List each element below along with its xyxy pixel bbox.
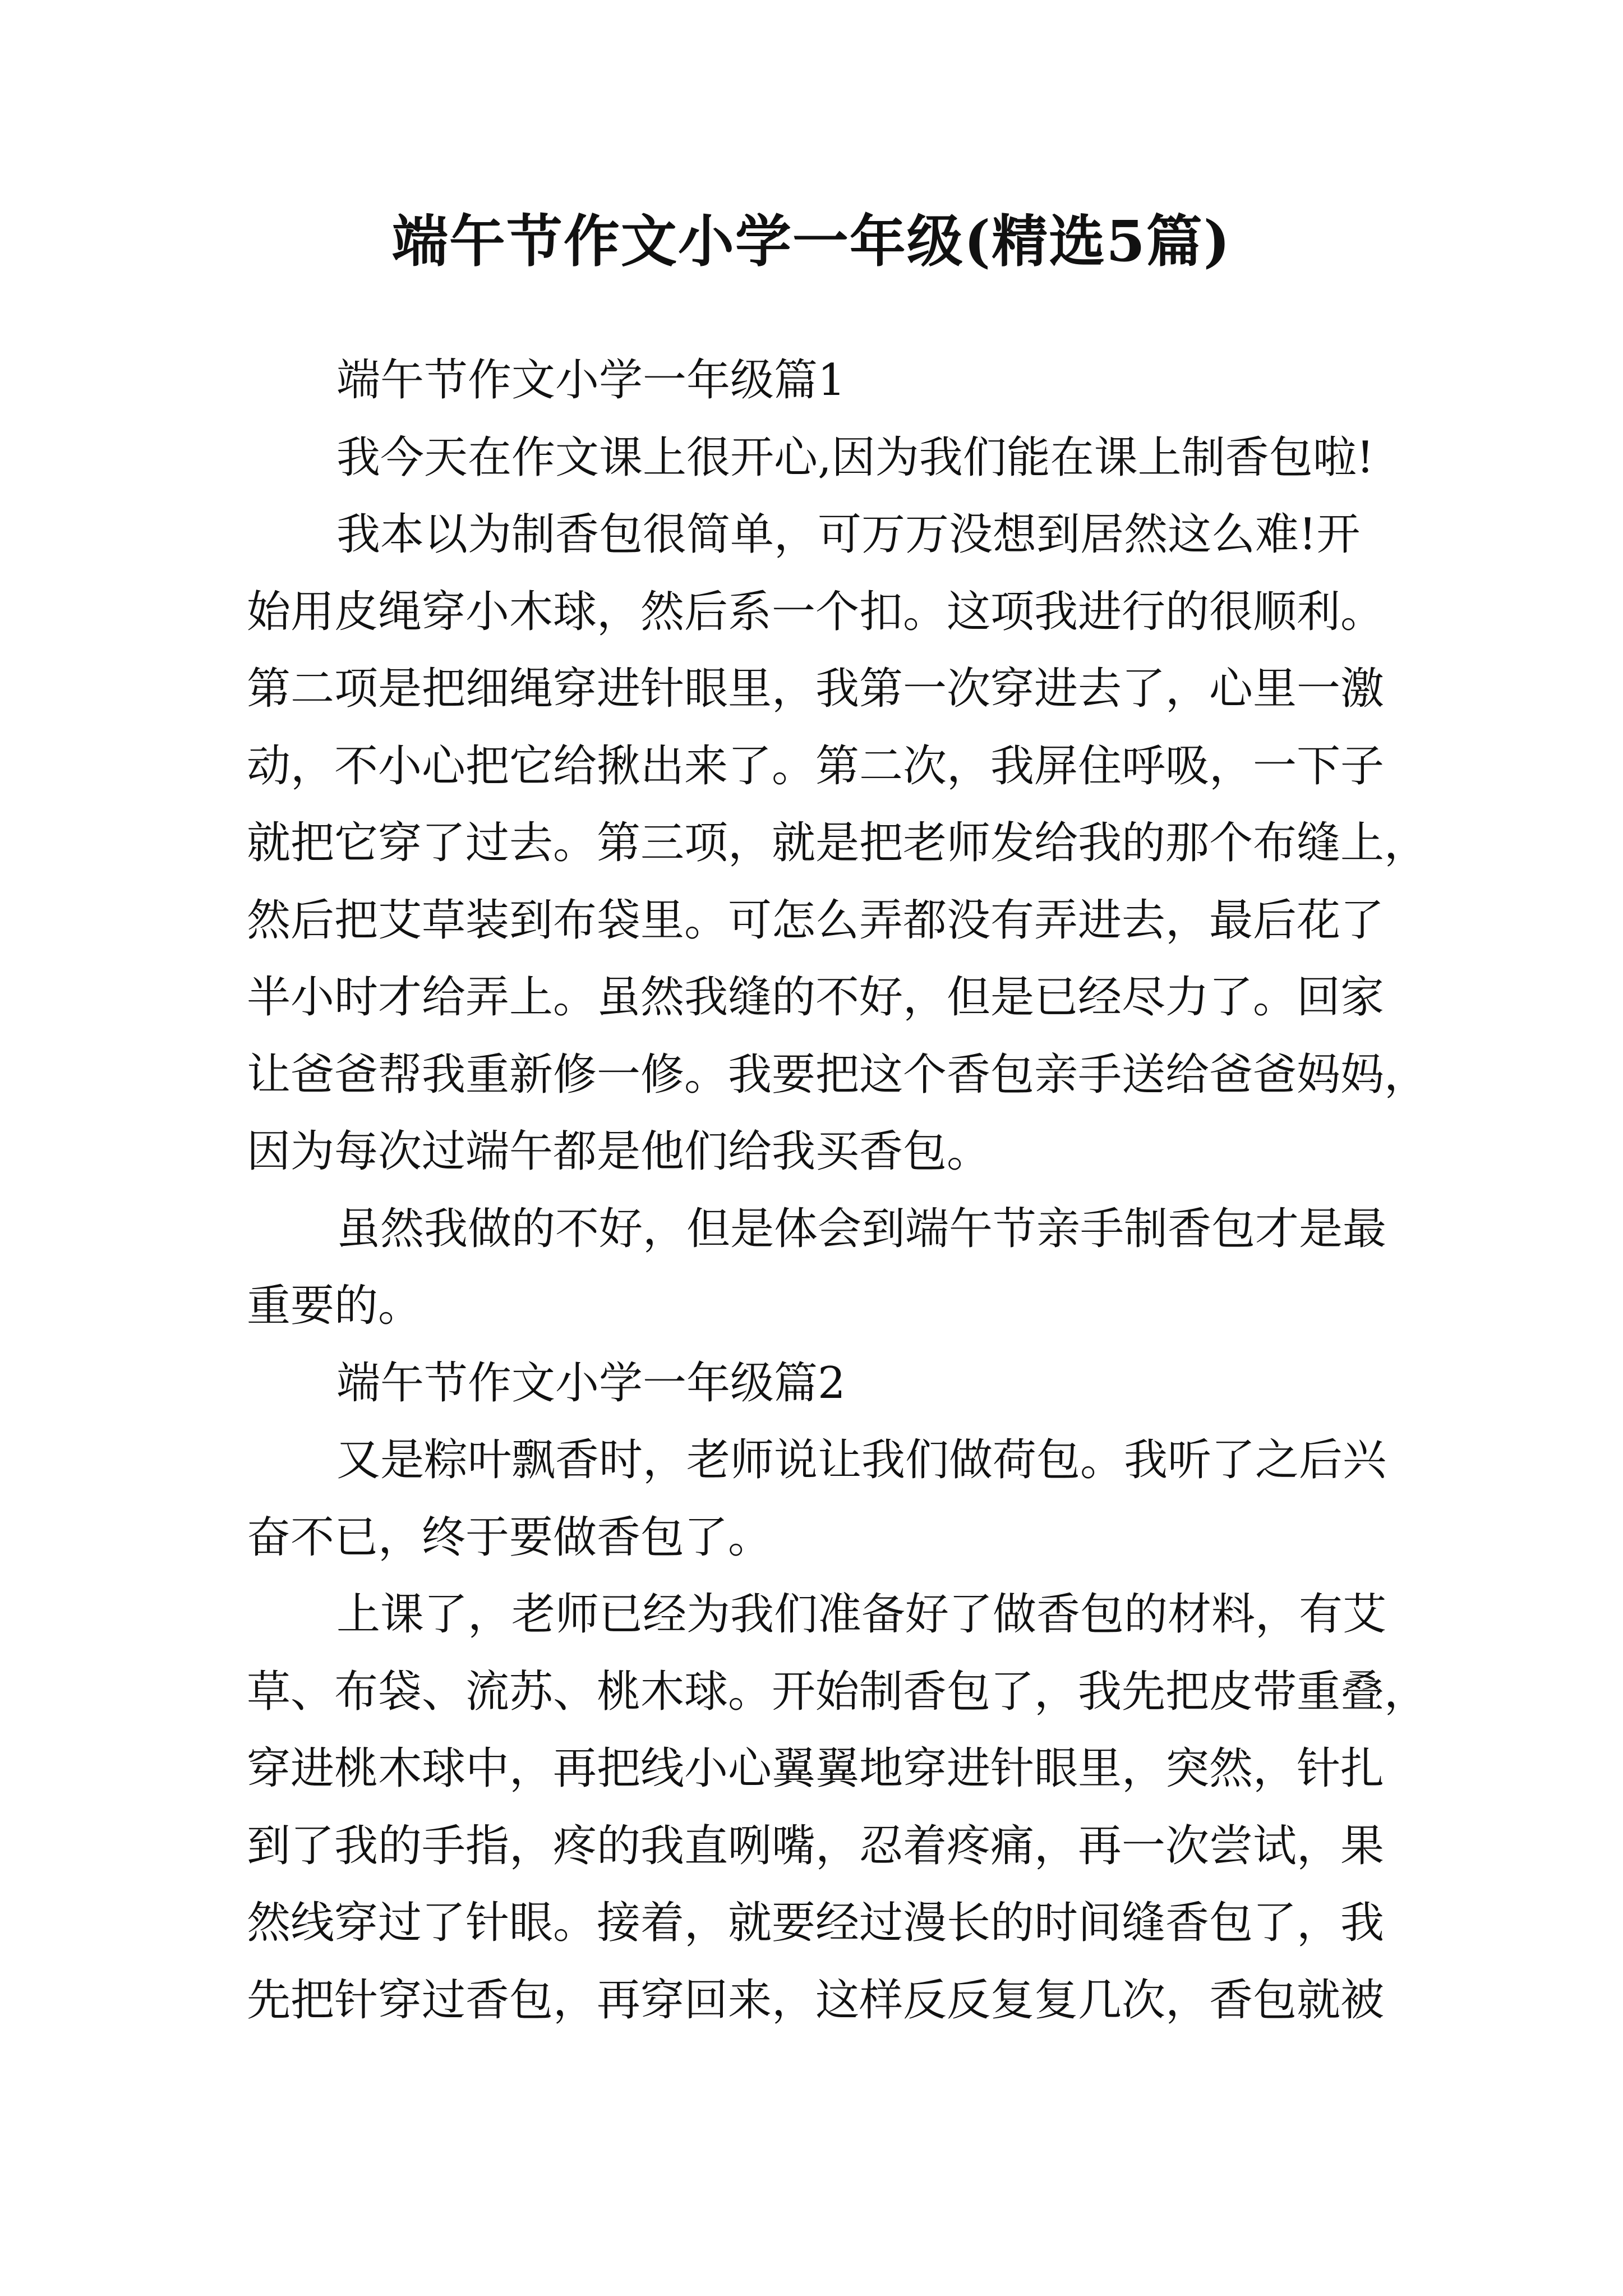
paragraph-line: 重要的。 xyxy=(247,1281,422,1331)
section-heading-1: 端午节作文小学一年级篇1 xyxy=(336,355,846,406)
paragraph-line: 动，不小心把它给揪出来了。第二次，我屏住呼吸，一下子 xyxy=(247,740,1385,792)
document-body xyxy=(247,342,1428,2039)
paragraph-line: 我本以为制香包很简单，可万万没想到居然这么难!开 xyxy=(336,509,1361,560)
paragraph-line: 就把它穿了过去。第三项，就是把老师发给我的那个布缝上， xyxy=(247,818,1428,868)
paragraph-line: 又是粽叶飘香时，老师说让我们做荷包。我听了之后兴 xyxy=(336,1435,1387,1485)
paragraph-line: 然后把艾草装到布袋里。可怎么弄都没有弄进去，最后花了 xyxy=(247,895,1385,946)
paragraph-line: 草、布袋、流苏、桃木球。开始制香包了，我先把皮带重叠， xyxy=(247,1666,1428,1717)
section-heading-2: 端午节作文小学一年级篇2 xyxy=(336,1358,846,1409)
paragraph-line: 然线穿过了针眼。接着，就要经过漫长的时间缝香包了，我 xyxy=(247,1898,1385,1948)
paragraph-line: 第二项是把细绳穿进针眼里，我第一次穿进去了，心里一激 xyxy=(247,664,1385,714)
document-title: 端午节作文小学一年级(精选5篇) xyxy=(391,208,1232,274)
paragraph-line: 始用皮绳穿小木球，然后系一个扣。这项我进行的很顺利。 xyxy=(247,586,1385,637)
paragraph-line: 奋不已，终于要做香包了。 xyxy=(247,1512,772,1563)
paragraph-line: 先把针穿过香包，再穿回来，这样反反复复几次，香包就被 xyxy=(247,1975,1385,2026)
paragraph-line: 到了我的手指，疼的我直咧嘴，忍着疼痛，再一次尝试，果 xyxy=(247,1820,1385,1871)
paragraph-line: 上课了，老师已经为我们准备好了做香包的材料，有艾 xyxy=(336,1589,1387,1640)
paragraph-line: 半小时才给弄上。虽然我缝的不好，但是已经尽力了。回家 xyxy=(247,972,1385,1023)
paragraph-line: 我今天在作文课上很开心,因为我们能在课上制香包啦! xyxy=(336,432,1375,483)
paragraph-line: 因为每次过端午都是他们给我买香包。 xyxy=(247,1126,991,1177)
paragraph-line: 虽然我做的不好，但是体会到端午节亲手制香包才是最 xyxy=(336,1203,1387,1254)
paragraph-line: 穿进桃木球中，再把线小心翼翼地穿进针眼里，突然，针扎 xyxy=(247,1743,1385,1794)
paragraph-line: 让爸爸帮我重新修一修。我要把这个香包亲手送给爸爸妈妈， xyxy=(247,1049,1428,1100)
